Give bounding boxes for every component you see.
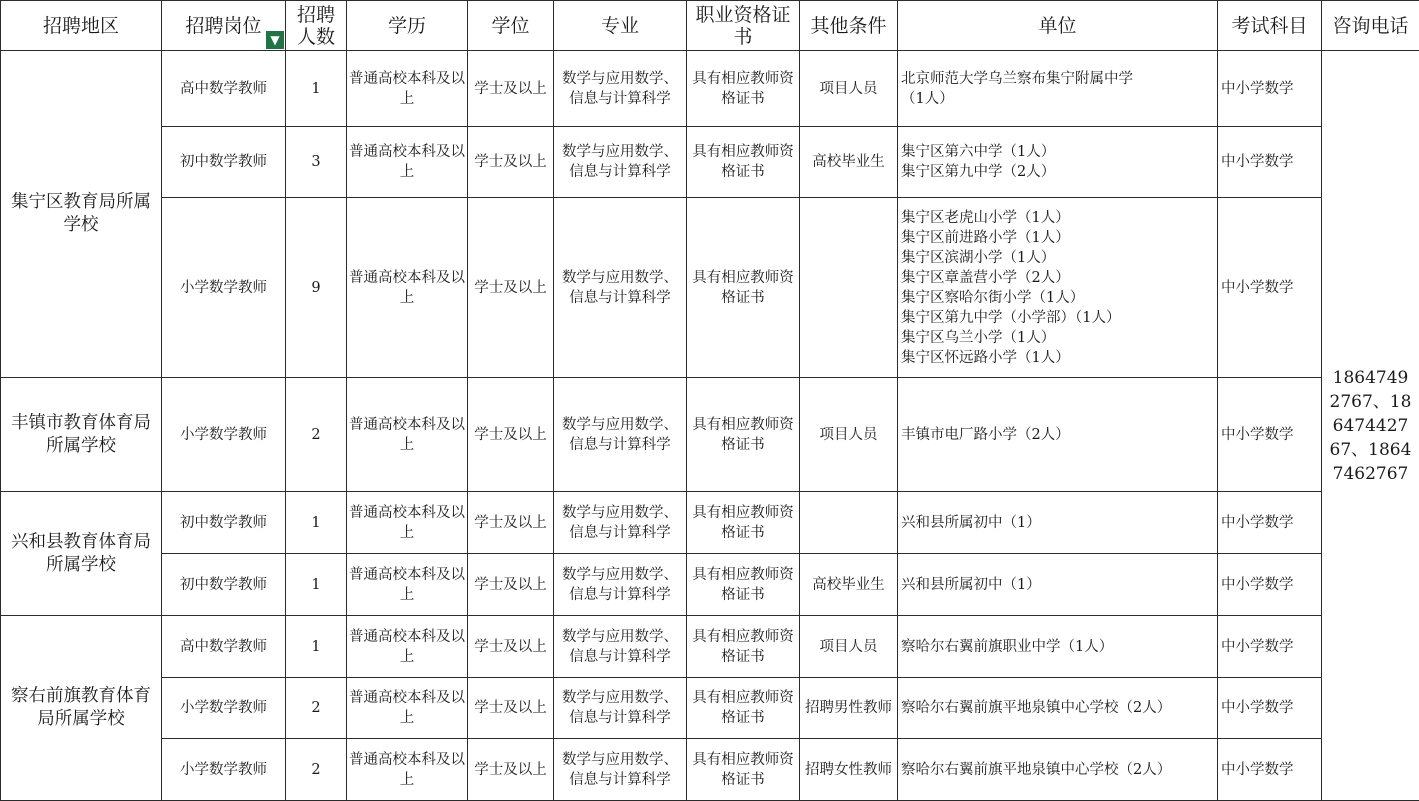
certificate-cell: 具有相应教师资格证书 (687, 739, 800, 801)
certificate-cell: 具有相应教师资格证书 (687, 51, 800, 127)
degree-cell: 学士及以上 (468, 616, 554, 678)
header-count: 招聘人数 (286, 1, 347, 51)
count-cell: 1 (286, 492, 347, 554)
position-cell: 初中数学教师 (162, 127, 286, 198)
table-row (1, 378, 1419, 492)
degree-cell: 学士及以上 (468, 554, 554, 616)
certificate-cell: 具有相应教师资格证书 (687, 127, 800, 198)
subject-cell: 中小学数学 (1218, 198, 1322, 378)
unit-line: （1人） (901, 89, 1215, 109)
education-cell: 普通高校本科及以上 (347, 378, 468, 492)
unit-cell (898, 198, 1218, 378)
education-cell: 普通高校本科及以上 (347, 554, 468, 616)
position-cell: 小学数学教师 (162, 378, 286, 492)
header-row (1, 1, 1419, 51)
unit-cell (898, 616, 1218, 678)
count-cell: 9 (286, 198, 347, 378)
major-cell: 数学与应用数学、信息与计算科学 (554, 378, 687, 492)
major-cell: 数学与应用数学、信息与计算科学 (554, 554, 687, 616)
other-condition-cell (800, 492, 898, 554)
unit-line: 察哈尔右翼前旗平地泉镇中心学校（2人） (901, 698, 1215, 718)
subject-cell: 中小学数学 (1218, 616, 1322, 678)
major-cell: 数学与应用数学、信息与计算科学 (554, 616, 687, 678)
unit-line: 北京师范大学乌兰察布集宁附属中学 (901, 69, 1215, 89)
certificate-cell: 具有相应教师资格证书 (687, 492, 800, 554)
unit-line: 兴和县所属初中（1） (901, 513, 1215, 533)
count-cell: 1 (286, 554, 347, 616)
unit-cell (898, 739, 1218, 801)
subject-cell: 中小学数学 (1218, 739, 1322, 801)
region-cell: 集宁区教育局所属学校 (1, 51, 162, 378)
education-cell: 普通高校本科及以上 (347, 198, 468, 378)
position-cell: 小学数学教师 (162, 678, 286, 739)
unit-line: 集宁区第九中学（2人） (901, 162, 1215, 182)
unit-cell (898, 51, 1218, 127)
major-cell: 数学与应用数学、信息与计算科学 (554, 678, 687, 739)
filter-icon[interactable]: ▼ (266, 31, 284, 49)
major-cell: 数学与应用数学、信息与计算科学 (554, 127, 687, 198)
position-cell: 初中数学教师 (162, 554, 286, 616)
education-cell: 普通高校本科及以上 (347, 51, 468, 127)
unit-cell (898, 678, 1218, 739)
education-cell: 普通高校本科及以上 (347, 616, 468, 678)
other-condition-cell: 高校毕业生 (800, 554, 898, 616)
unit-line: 集宁区章盖营小学（2人） (901, 268, 1215, 288)
header-major: 专业 (554, 1, 687, 51)
major-cell: 数学与应用数学、信息与计算科学 (554, 739, 687, 801)
subject-cell: 中小学数学 (1218, 127, 1322, 198)
certificate-cell: 具有相应教师资格证书 (687, 198, 800, 378)
certificate-cell: 具有相应教师资格证书 (687, 616, 800, 678)
unit-line: 集宁区察哈尔街小学（1人） (901, 288, 1215, 308)
certificate-cell: 具有相应教师资格证书 (687, 378, 800, 492)
header-subject: 考试科目 (1218, 1, 1322, 51)
unit-cell (898, 378, 1218, 492)
degree-cell: 学士及以上 (468, 198, 554, 378)
education-cell: 普通高校本科及以上 (347, 127, 468, 198)
unit-line: 察哈尔右翼前旗平地泉镇中心学校（2人） (901, 760, 1215, 780)
header-phone: 咨询电话 (1322, 1, 1419, 51)
education-cell: 普通高校本科及以上 (347, 678, 468, 739)
header-certificate: 职业资格证书 (687, 1, 800, 51)
other-condition-cell: 招聘男性教师 (800, 678, 898, 739)
unit-line: 集宁区滨湖小学（1人） (901, 248, 1215, 268)
degree-cell: 学士及以上 (468, 739, 554, 801)
unit-line: 集宁区老虎山小学（1人） (901, 208, 1215, 228)
unit-cell (898, 492, 1218, 554)
table-row (1, 492, 1419, 554)
table-row (1, 554, 1419, 616)
position-cell: 高中数学教师 (162, 616, 286, 678)
subject-cell: 中小学数学 (1218, 492, 1322, 554)
count-cell: 1 (286, 616, 347, 678)
subject-cell: 中小学数学 (1218, 554, 1322, 616)
header-degree: 学位 (468, 1, 554, 51)
region-cell: 丰镇市教育体育局所属学校 (1, 378, 162, 492)
major-cell: 数学与应用数学、信息与计算科学 (554, 198, 687, 378)
table-row (1, 678, 1419, 739)
major-cell: 数学与应用数学、信息与计算科学 (554, 492, 687, 554)
unit-line: 集宁区第六中学（1人） (901, 142, 1215, 162)
unit-line: 集宁区怀远路小学（1人） (901, 348, 1215, 368)
degree-cell: 学士及以上 (468, 492, 554, 554)
table-row (1, 51, 1419, 127)
unit-cell (898, 554, 1218, 616)
certificate-cell: 具有相应教师资格证书 (687, 554, 800, 616)
major-cell: 数学与应用数学、信息与计算科学 (554, 51, 687, 127)
other-condition-cell: 招聘女性教师 (800, 739, 898, 801)
education-cell: 普通高校本科及以上 (347, 739, 468, 801)
subject-cell: 中小学数学 (1218, 51, 1322, 127)
subject-cell: 中小学数学 (1218, 378, 1322, 492)
unit-line: 察哈尔右翼前旗职业中学（1人） (901, 637, 1215, 657)
table-row (1, 127, 1419, 198)
region-cell: 兴和县教育体育局所属学校 (1, 492, 162, 616)
header-education: 学历 (347, 1, 468, 51)
count-cell: 2 (286, 739, 347, 801)
position-cell: 高中数学教师 (162, 51, 286, 127)
unit-line: 丰镇市电厂路小学（2人） (901, 425, 1215, 445)
other-condition-cell: 项目人员 (800, 51, 898, 127)
table-row (1, 616, 1419, 678)
degree-cell: 学士及以上 (468, 678, 554, 739)
degree-cell: 学士及以上 (468, 51, 554, 127)
header-position[interactable] (162, 1, 286, 51)
header-position-label: 招聘岗位 (185, 15, 261, 37)
other-condition-cell: 高校毕业生 (800, 127, 898, 198)
certificate-cell: 具有相应教师资格证书 (687, 678, 800, 739)
other-condition-cell: 项目人员 (800, 616, 898, 678)
unit-line: 兴和县所属初中（1） (901, 575, 1215, 595)
unit-cell (898, 127, 1218, 198)
position-cell: 小学数学教师 (162, 739, 286, 801)
other-condition-cell (800, 198, 898, 378)
subject-cell: 中小学数学 (1218, 678, 1322, 739)
count-cell: 2 (286, 678, 347, 739)
table-row (1, 739, 1419, 801)
table-row (1, 198, 1419, 378)
header-region: 招聘地区 (1, 1, 162, 51)
other-condition-cell: 项目人员 (800, 378, 898, 492)
count-cell: 1 (286, 51, 347, 127)
position-cell: 初中数学教师 (162, 492, 286, 554)
position-cell: 小学数学教师 (162, 198, 286, 378)
unit-line: 集宁区前进路小学（1人） (901, 228, 1215, 248)
unit-line: 集宁区第九中学（小学部）（1人） (901, 308, 1215, 328)
education-cell: 普通高校本科及以上 (347, 492, 468, 554)
unit-line: 集宁区乌兰小学（1人） (901, 328, 1215, 348)
phone-cell: 18647492767、18647442767、18647462767 (1322, 51, 1419, 801)
degree-cell: 学士及以上 (468, 378, 554, 492)
degree-cell: 学士及以上 (468, 127, 554, 198)
header-unit: 单位 (898, 1, 1218, 51)
count-cell: 3 (286, 127, 347, 198)
region-cell: 察右前旗教育体育局所属学校 (1, 616, 162, 801)
header-other: 其他条件 (800, 1, 898, 51)
count-cell: 2 (286, 378, 347, 492)
